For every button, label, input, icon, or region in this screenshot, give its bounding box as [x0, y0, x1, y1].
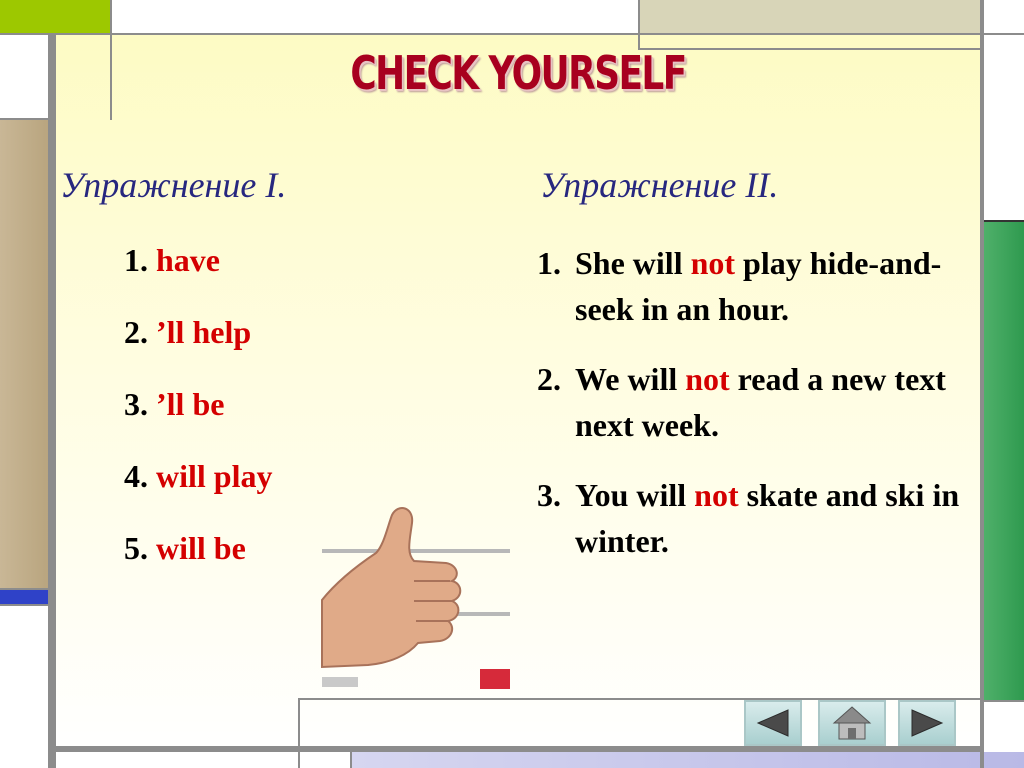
list-item: 1. She will not play hide-and-seek in an hour. [537, 245, 942, 327]
exercise-1-heading: Упражнение I. [60, 165, 287, 205]
house-icon [832, 705, 872, 741]
top-right-beige-block [640, 0, 980, 33]
exercise-2-answers [537, 240, 977, 588]
list-item: 3. ’ll be [124, 386, 225, 422]
bottom-purple-bar [350, 752, 1024, 768]
tan-left-block [0, 120, 48, 588]
slide-title: CHECK YOURSELF [350, 46, 686, 100]
triangle-left-icon [756, 708, 790, 738]
thumbs-up-icon [318, 505, 514, 700]
exercise-2-heading: Упражнение II. [540, 165, 779, 205]
exercise-1-answers [124, 240, 272, 600]
next-slide-button[interactable] [898, 700, 956, 746]
list-item: 4. will play [124, 458, 273, 494]
list-item: 2. ’ll help [124, 314, 252, 350]
thumbs-up-image [318, 505, 514, 700]
blue-left-bar [0, 590, 48, 604]
previous-slide-button[interactable] [744, 700, 802, 746]
home-button[interactable] [818, 700, 886, 746]
triangle-right-icon [910, 708, 944, 738]
list-item: 5. will be [124, 530, 246, 566]
green-right-block [984, 222, 1024, 700]
list-item: 2. We will not read a new text next week. [537, 361, 946, 443]
list-item: 3. You will not skate and ski in winter. [537, 477, 960, 559]
lime-corner-block [0, 0, 110, 33]
list-item: 1. have [124, 242, 220, 278]
